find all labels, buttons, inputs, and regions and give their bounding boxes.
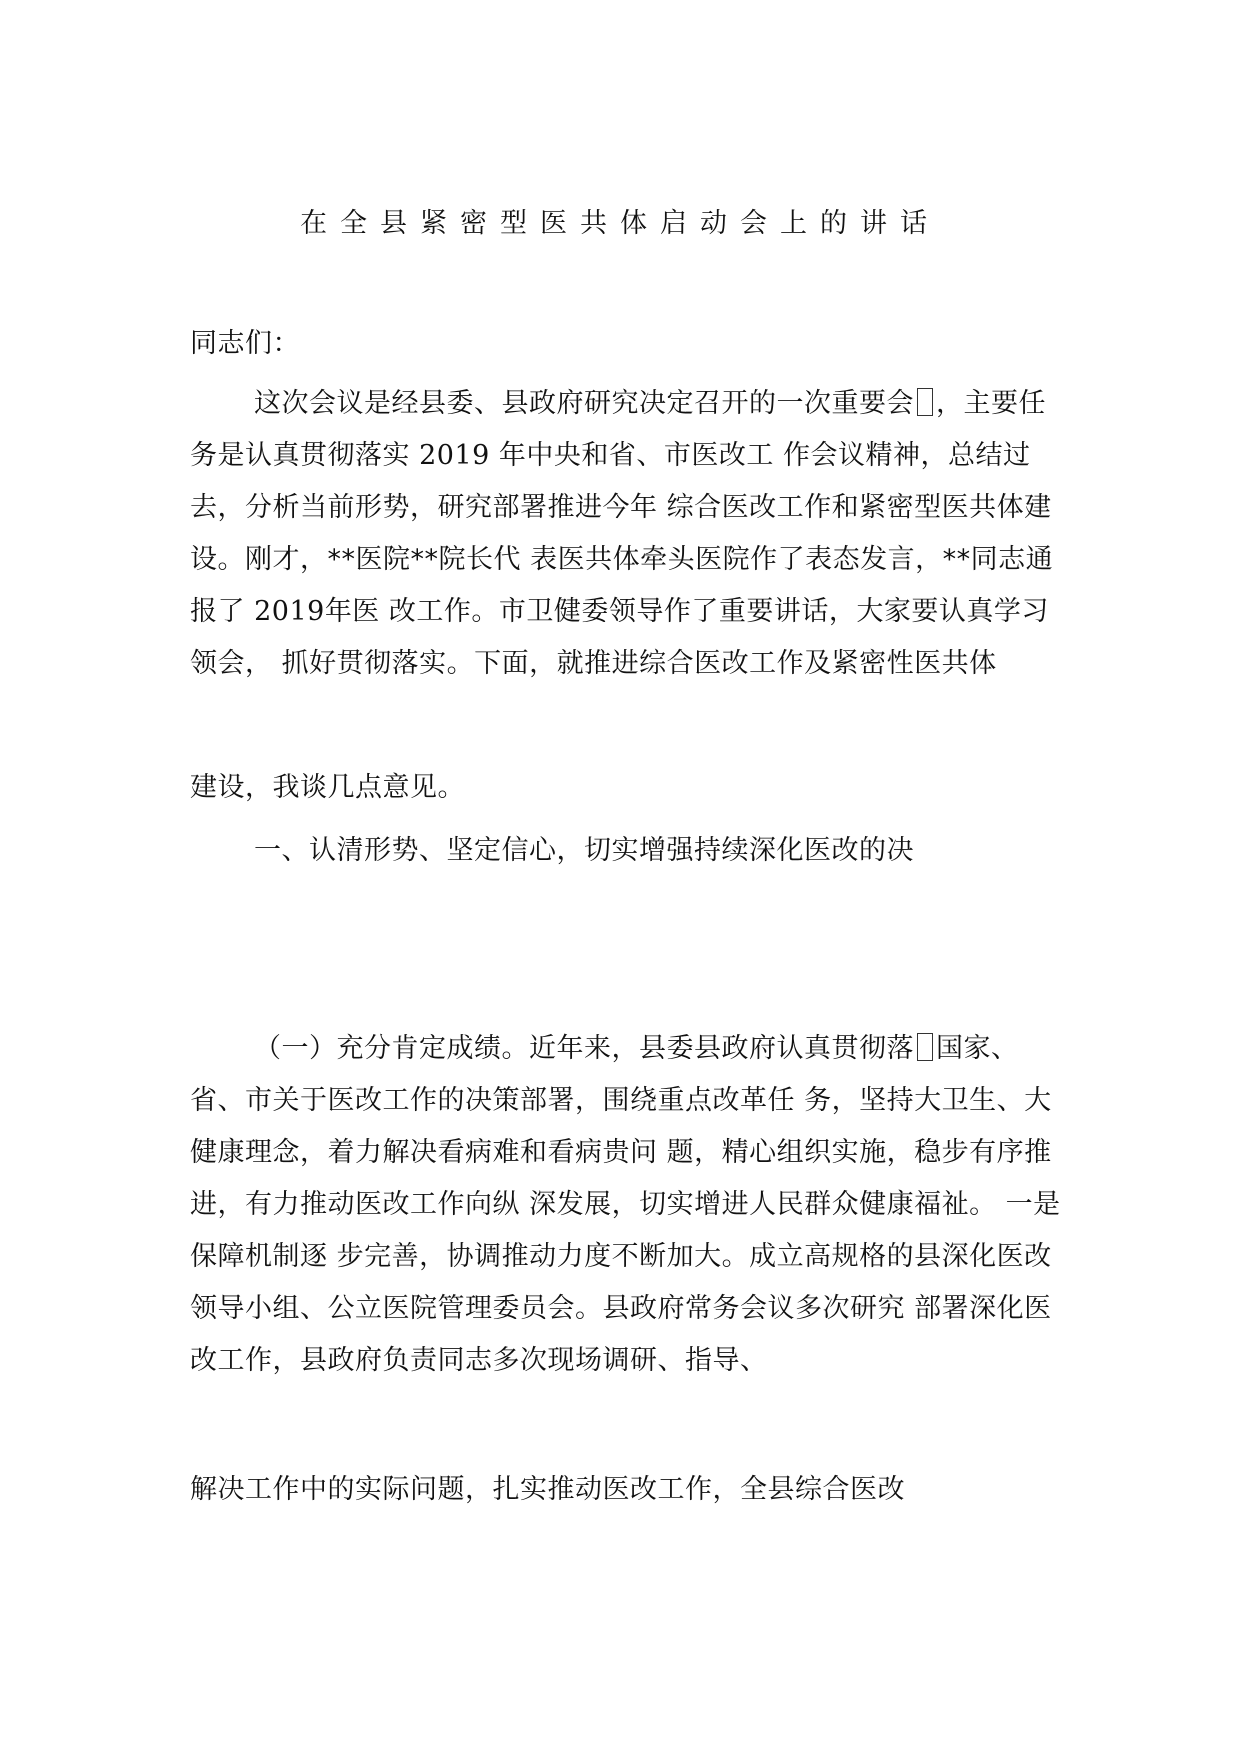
- paragraph-2-part-1: （一）充分肯定成绩。近年来，县委县政府认真贯彻落: [254, 1033, 914, 1064]
- missing-glyph-box-icon: [917, 388, 933, 416]
- paragraph-1-part-1: 这次会议是经县委、县政府研究决定召开的一次重要会: [254, 388, 914, 419]
- greeting: 同志们：: [190, 328, 300, 359]
- paragraph-2-continued: 解决工作中的实际问题，扎实推动医改工作，全县综合医改: [190, 1474, 905, 1505]
- paragraph-1: [190, 378, 1070, 690]
- section-heading-1: 一、认清形势、坚定信心，切实增强持续深化医改的决: [254, 835, 914, 866]
- year-2019-a: 2019: [419, 440, 490, 471]
- paragraph-1-part-2: ，主要任务是认真贯彻落实: [190, 388, 1046, 471]
- paragraph-1-part-4: 年医 改工作。市卫健委领导作了重要讲话，大家要认真学习领会， 抓好贯彻落实。下面，就推进综合医改工作及紧密性医共体: [190, 596, 1049, 679]
- document-title: 在全县紧密型医共体启动会上的讲话: [300, 208, 940, 239]
- paragraph-2-part-2: 国家、省、市关于医改工作的决策部署，围绕重点改革任 务，坚持大卫生、大健康理念，着力解决看病难和看病贵问 题，精心组织实施，稳步有序推进，有力推动医改工作向纵 深发展，切实增进人民群众健康福祉。 一是保障机制逐 步完善，协调推动力度不断加大。成立高规格的县深化医改 领导小组、公立医院管理委员会。县政府常务会议多次研究 部署深化医改工作，县政府负责同志多次现场调研、指导、: [190, 1033, 1061, 1376]
- paragraph-1-part-3: 年中央和省、市医改工 作会议精神，总结过去，分析当前形势，研究部署推进今年 综合医改工作和紧密型医共体建设。刚才，**医院**院长代 表医共体牵头医院作了表态发言，**同志通报了: [190, 440, 1054, 627]
- paragraph-1-continued: 建设，我谈几点意见。: [190, 772, 465, 803]
- paragraph-2: [190, 1023, 1070, 1387]
- year-2019-b: 2019: [254, 596, 325, 627]
- missing-glyph-box-icon: [917, 1033, 933, 1061]
